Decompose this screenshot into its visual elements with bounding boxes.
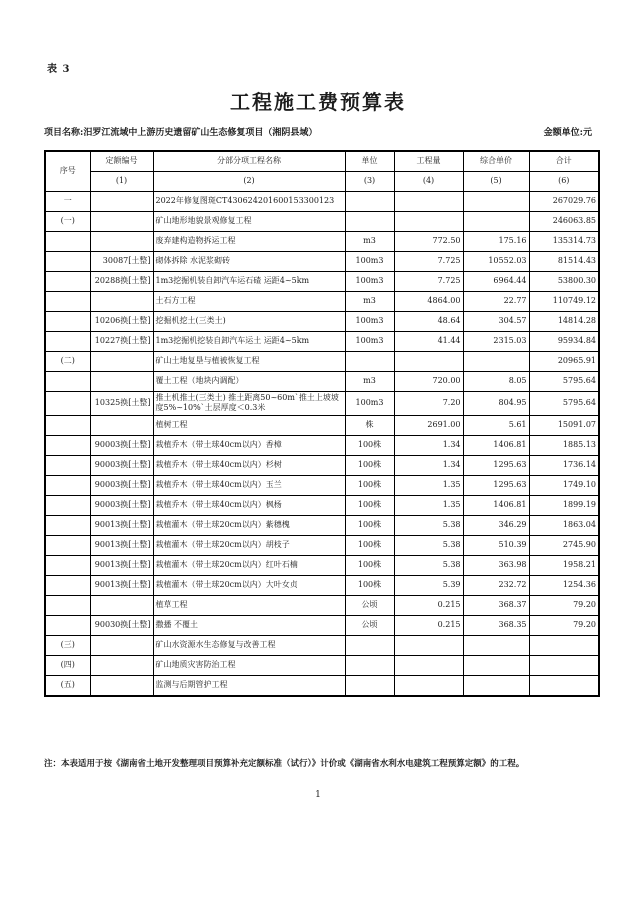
cell-qty: 1.35: [394, 496, 463, 516]
cell-unit: 100m3: [345, 331, 394, 351]
cell-total: [529, 656, 599, 676]
cell-unit: [345, 656, 394, 676]
cell-total: 53800.30: [529, 271, 599, 291]
table-row: [45, 436, 599, 456]
cell-qty: 772.50: [394, 231, 463, 251]
table-row: [45, 191, 599, 211]
table-row: [45, 291, 599, 311]
cell-unit: 100株: [345, 456, 394, 476]
header-unit: 单位: [345, 151, 394, 171]
table-row: [45, 351, 599, 371]
cell-seq: [45, 616, 90, 636]
table-row: [45, 676, 599, 696]
header-index-2: (2): [153, 171, 345, 191]
cell-code: [90, 636, 153, 656]
cell-qty: 7.20: [394, 391, 463, 416]
cell-qty: 720.00: [394, 371, 463, 391]
cell-price: 1406.81: [463, 496, 529, 516]
cell-price: [463, 676, 529, 696]
amount-unit-label: 金额单位:元: [543, 128, 592, 138]
cell-seq: [45, 416, 90, 436]
table-row: [45, 391, 599, 416]
header-index-5: (5): [463, 171, 529, 191]
header-total: 合计: [529, 151, 599, 171]
cell-unit: 100株: [345, 436, 394, 456]
cell-total: 5795.64: [529, 391, 599, 416]
header-index-6: (6): [529, 171, 599, 191]
cell-qty: 5.38: [394, 556, 463, 576]
cell-qty: 4864.00: [394, 291, 463, 311]
cell-total: 5795.64: [529, 371, 599, 391]
cell-name: 栽植灌木（带土球20cm以内）胡枝子: [153, 536, 345, 556]
cell-total: 1899.19: [529, 496, 599, 516]
cell-name: 栽植乔木（带土球40cm以内）枫杨: [153, 496, 345, 516]
cell-qty: [394, 656, 463, 676]
cell-name: 植草工程: [153, 596, 345, 616]
cell-name: 栽植灌木（带土球20cm以内）紫穗槐: [153, 516, 345, 536]
cell-price: 175.16: [463, 231, 529, 251]
cell-seq: [45, 516, 90, 536]
cell-name: 2022年修复图斑CT430624201600153300123: [153, 191, 345, 211]
cell-total: 79.20: [529, 616, 599, 636]
cell-code: [90, 351, 153, 371]
cell-qty: 7.725: [394, 271, 463, 291]
header-code: 定额编号: [90, 151, 153, 171]
cell-qty: 5.38: [394, 536, 463, 556]
cell-code: 90013换[土整]: [90, 556, 153, 576]
cell-price: 8.05: [463, 371, 529, 391]
cell-price: 2315.03: [463, 331, 529, 351]
cell-seq: [45, 556, 90, 576]
cell-name: 废弃建构造物拆运工程: [153, 231, 345, 251]
table-row: [45, 656, 599, 676]
table-row: [45, 456, 599, 476]
cell-code: 90003换[土整]: [90, 456, 153, 476]
table-row: [45, 556, 599, 576]
cell-seq: [45, 476, 90, 496]
cell-total: 15091.07: [529, 416, 599, 436]
budget-table: [44, 150, 600, 697]
cell-total: 110749.12: [529, 291, 599, 311]
table-row: [45, 251, 599, 271]
meta-row: [44, 125, 592, 138]
cell-name: 栽植乔木（带土球40cm以内）香樟: [153, 436, 345, 456]
cell-qty: [394, 636, 463, 656]
cell-unit: 100m3: [345, 271, 394, 291]
cell-total: 246063.85: [529, 211, 599, 231]
cell-seq: [45, 311, 90, 331]
cell-total: 1958.21: [529, 556, 599, 576]
cell-seq: (二): [45, 351, 90, 371]
cell-name: 矿山土地复垦与植被恢复工程: [153, 351, 345, 371]
cell-total: [529, 636, 599, 656]
cell-price: 1406.81: [463, 436, 529, 456]
table-row: [45, 231, 599, 251]
cell-qty: [394, 191, 463, 211]
table-row: [45, 416, 599, 436]
cell-price: 346.29: [463, 516, 529, 536]
cell-seq: [45, 536, 90, 556]
cell-qty: [394, 676, 463, 696]
cell-total: 135314.73: [529, 231, 599, 251]
cell-seq: [45, 456, 90, 476]
cell-seq: [45, 391, 90, 416]
cell-code: [90, 676, 153, 696]
cell-total: 1749.10: [529, 476, 599, 496]
cell-code: [90, 371, 153, 391]
cell-unit: 100株: [345, 496, 394, 516]
cell-total: 1736.14: [529, 456, 599, 476]
cell-unit: 100m3: [345, 391, 394, 416]
table-row: [45, 596, 599, 616]
cell-unit: m3: [345, 231, 394, 251]
cell-name: 栽植乔木（带土球40cm以内）玉兰: [153, 476, 345, 496]
cell-qty: 7.725: [394, 251, 463, 271]
cell-unit: 100株: [345, 476, 394, 496]
table-header: [45, 151, 599, 191]
cell-unit: 公顷: [345, 596, 394, 616]
cell-price: 10552.03: [463, 251, 529, 271]
cell-total: 14814.28: [529, 311, 599, 331]
cell-name: 栽植灌木（带土球20cm以内）大叶女贞: [153, 576, 345, 596]
cell-total: [529, 676, 599, 696]
cell-name: 矿山水资源水生态修复与改善工程: [153, 636, 345, 656]
cell-total: 267029.76: [529, 191, 599, 211]
table-row: [45, 636, 599, 656]
cell-name: 1m3挖掘机装自卸汽车运石碴 运距4~5km: [153, 271, 345, 291]
cell-name: 栽植灌木（带土球20cm以内）红叶石楠: [153, 556, 345, 576]
cell-unit: 100株: [345, 576, 394, 596]
cell-code: 90013换[土整]: [90, 516, 153, 536]
cell-seq: [45, 436, 90, 456]
cell-name: 挖掘机挖土(三类土): [153, 311, 345, 331]
cell-qty: 1.35: [394, 476, 463, 496]
cell-code: 20288换[土整]: [90, 271, 153, 291]
cell-code: 90003换[土整]: [90, 436, 153, 456]
cell-unit: m3: [345, 371, 394, 391]
cell-code: 90003换[土整]: [90, 476, 153, 496]
cell-code: 10325换[土整]: [90, 391, 153, 416]
cell-unit: 100株: [345, 516, 394, 536]
cell-qty: 0.215: [394, 616, 463, 636]
cell-code: [90, 291, 153, 311]
cell-seq: [45, 251, 90, 271]
cell-total: 1885.13: [529, 436, 599, 456]
cell-total: 20965.91: [529, 351, 599, 371]
page-title: 工程施工费预算表: [230, 90, 406, 114]
cell-unit: 100株: [345, 536, 394, 556]
cell-price: [463, 636, 529, 656]
cell-name: 监测与后期管护工程: [153, 676, 345, 696]
cell-code: [90, 191, 153, 211]
cell-seq: [45, 291, 90, 311]
cell-unit: 100株: [345, 556, 394, 576]
cell-price: 5.61: [463, 416, 529, 436]
cell-price: 304.57: [463, 311, 529, 331]
cell-code: [90, 656, 153, 676]
cell-seq: (三): [45, 636, 90, 656]
sheet-label: 表 3: [47, 64, 71, 75]
page-number: 1: [315, 790, 321, 800]
cell-unit: [345, 351, 394, 371]
cell-unit: [345, 211, 394, 231]
table-row: [45, 496, 599, 516]
cell-price: 232.72: [463, 576, 529, 596]
cell-unit: 100m3: [345, 311, 394, 331]
cell-name: 砌体拆除 水泥浆砌砖: [153, 251, 345, 271]
cell-total: 79.20: [529, 596, 599, 616]
cell-qty: 41.44: [394, 331, 463, 351]
cell-price: [463, 211, 529, 231]
cell-price: 368.37: [463, 596, 529, 616]
cell-code: [90, 211, 153, 231]
cell-name: 推土机推土(三类土) 推土距离50~60m`推土上坡坡度5%~10%`土层厚度＜0.3米: [153, 391, 345, 416]
cell-qty: 48.64: [394, 311, 463, 331]
header-index-4: (4): [394, 171, 463, 191]
cell-code: [90, 231, 153, 251]
cell-code: [90, 416, 153, 436]
cell-name: 栽植乔木（带土球40cm以内）杉树: [153, 456, 345, 476]
table-row: [45, 331, 599, 351]
cell-name: 撒播 不覆土: [153, 616, 345, 636]
table-row: [45, 516, 599, 536]
table-row: [45, 271, 599, 291]
footnote: 注：本表适用于按《湖南省土地开发整理项目预算补充定额标准（试行）》计价或《湖南省水利水电建筑工程预算定额》的工程。: [44, 759, 525, 769]
cell-price: 368.35: [463, 616, 529, 636]
cell-seq: [45, 496, 90, 516]
cell-unit: 株: [345, 416, 394, 436]
cell-price: 1295.63: [463, 456, 529, 476]
table-row: [45, 576, 599, 596]
cell-total: 2745.90: [529, 536, 599, 556]
cell-unit: [345, 191, 394, 211]
table-row: [45, 211, 599, 231]
cell-unit: 100m3: [345, 251, 394, 271]
header-qty: 工程量: [394, 151, 463, 171]
cell-unit: 公顷: [345, 616, 394, 636]
cell-price: 363.98: [463, 556, 529, 576]
project-name-label: 项目名称:汨罗江流域中上游历史遗留矿山生态修复项目（湘阴县域）: [44, 128, 318, 138]
cell-code: 90030换[土整]: [90, 616, 153, 636]
cell-unit: [345, 676, 394, 696]
cell-name: 覆土工程（地块内调配）: [153, 371, 345, 391]
cell-unit: m3: [345, 291, 394, 311]
cell-price: [463, 656, 529, 676]
table-row: [45, 616, 599, 636]
cell-code: 90013换[土整]: [90, 576, 153, 596]
cell-seq: [45, 596, 90, 616]
cell-qty: 5.38: [394, 516, 463, 536]
cell-code: 10227换[土整]: [90, 331, 153, 351]
cell-price: 1295.63: [463, 476, 529, 496]
cell-qty: 5.39: [394, 576, 463, 596]
cell-code: 90013换[土整]: [90, 536, 153, 556]
cell-price: 22.77: [463, 291, 529, 311]
cell-total: 1254.36: [529, 576, 599, 596]
header-row-indices: [45, 171, 599, 191]
cell-code: 10206换[土整]: [90, 311, 153, 331]
cell-seq: [45, 231, 90, 251]
cell-seq: [45, 331, 90, 351]
header-seq: 序号: [45, 151, 90, 191]
cell-qty: [394, 211, 463, 231]
cell-price: 6964.44: [463, 271, 529, 291]
cell-price: [463, 351, 529, 371]
cell-name: 土石方工程: [153, 291, 345, 311]
cell-seq: [45, 576, 90, 596]
cell-seq: [45, 371, 90, 391]
cell-seq: [45, 271, 90, 291]
cell-qty: [394, 351, 463, 371]
cell-total: 1863.04: [529, 516, 599, 536]
cell-qty: 2691.00: [394, 416, 463, 436]
cell-price: 510.39: [463, 536, 529, 556]
cell-name: 矿山地质灾害防治工程: [153, 656, 345, 676]
cell-unit: [345, 636, 394, 656]
header-name: 分部分项工程名称: [153, 151, 345, 171]
table-row: [45, 536, 599, 556]
cell-name: 1m3挖掘机挖装自卸汽车运土 运距4~5km: [153, 331, 345, 351]
cell-name: 矿山地形地貌景观修复工程: [153, 211, 345, 231]
cell-qty: 0.215: [394, 596, 463, 616]
table-row: [45, 476, 599, 496]
cell-seq: (一): [45, 211, 90, 231]
cell-code: [90, 596, 153, 616]
cell-seq: (五): [45, 676, 90, 696]
table-body: [45, 191, 599, 696]
header-index-1: (1): [90, 171, 153, 191]
cell-price: [463, 191, 529, 211]
cell-code: 90003换[土整]: [90, 496, 153, 516]
table-row: [45, 311, 599, 331]
cell-total: 81514.43: [529, 251, 599, 271]
cell-seq: 一: [45, 191, 90, 211]
cell-code: 30087[土整]: [90, 251, 153, 271]
header-row-labels: [45, 151, 599, 171]
cell-seq: (四): [45, 656, 90, 676]
table-row: [45, 371, 599, 391]
header-index-3: (3): [345, 171, 394, 191]
cell-total: 95934.84: [529, 331, 599, 351]
cell-qty: 1.34: [394, 436, 463, 456]
cell-qty: 1.34: [394, 456, 463, 476]
header-price: 综合单价: [463, 151, 529, 171]
cell-name: 植树工程: [153, 416, 345, 436]
cell-price: 804.95: [463, 391, 529, 416]
